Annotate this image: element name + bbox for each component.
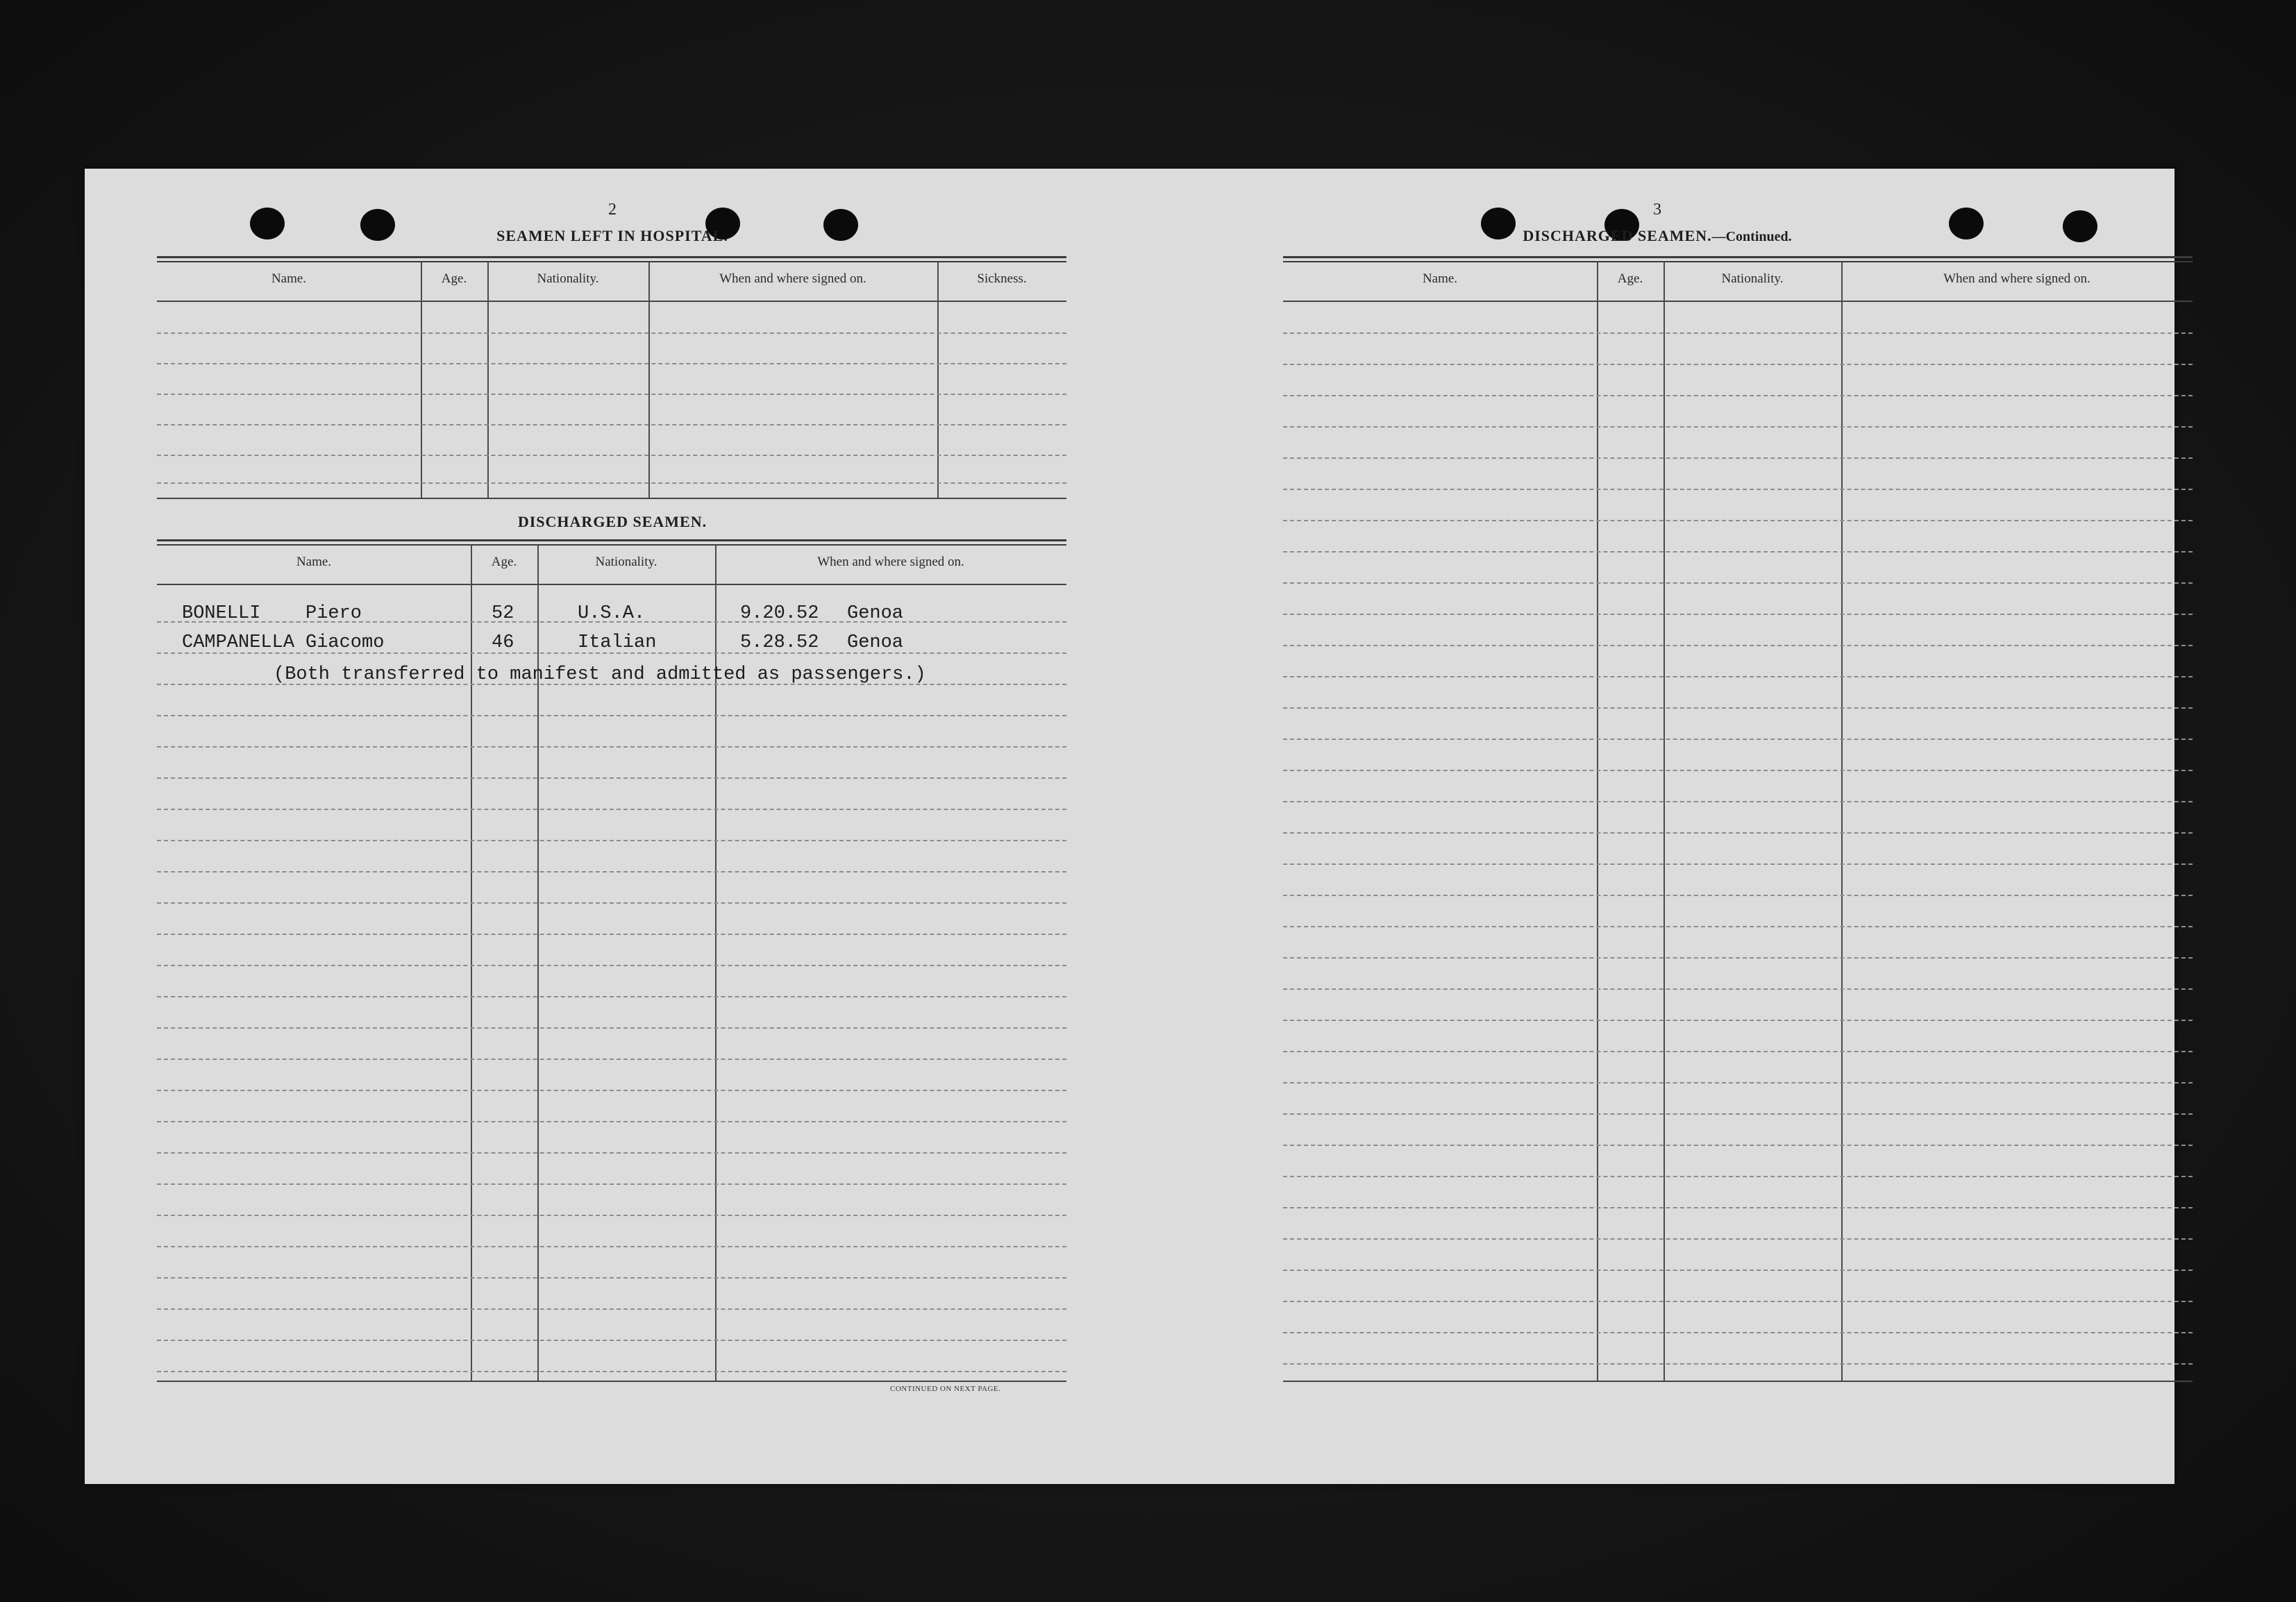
entry-surname: BONELLI [182,603,261,624]
table-bottom-rule [157,1381,1066,1382]
row-line [1283,1082,2193,1084]
row-line [157,1340,1066,1341]
row-line [157,840,1066,841]
row-line [1283,364,2193,365]
row-line [1283,1332,2193,1333]
column-divider [421,262,422,498]
row-line [1283,520,2193,521]
discharged-continued-title [1463,227,1852,245]
row-line [157,1090,1066,1091]
row-line [1283,957,2193,959]
row-line [157,1183,1066,1185]
row-line [1283,770,2193,771]
row-line [1283,614,2193,615]
column-divider [937,262,939,498]
row-line [157,394,1066,395]
row-line [157,455,1066,456]
entry-age: 46 [492,632,514,653]
page-right [1130,169,2175,1484]
row-line [157,777,1066,779]
row-line [157,424,1066,425]
column-divider [1664,262,1665,1381]
row-line [1283,676,2193,677]
row-line [157,1246,1066,1247]
hospital-table [157,256,1066,500]
punch-hole [360,209,395,241]
row-line [157,363,1066,364]
row-line [157,332,1066,334]
row-line [1283,395,2193,396]
column-header-name: Name. [296,555,332,569]
row-line [1283,645,2193,646]
row-line [1283,739,2193,740]
column-header-signed-on: When and where signed on. [719,271,866,286]
row-line [157,1308,1066,1310]
header-rule [1283,301,2193,302]
row-line [157,746,1066,748]
manifest-sheet [85,169,2175,1484]
row-line [157,934,1066,935]
row-line [1283,863,2193,865]
row-line [157,996,1066,997]
row-line [1283,707,2193,709]
row-line [1283,1051,2193,1052]
section-title-main: DISCHARGED SEAMEN. [1523,227,1712,244]
column-header-nationality: Nationality. [595,555,657,569]
entry-signed-date: 9.20.52 [740,603,819,624]
entry-surname: CAMPANELLA [182,632,295,653]
table-top-rule [157,261,1066,262]
row-line [157,1277,1066,1279]
row-line [1283,1238,2193,1240]
column-header-nationality: Nationality. [537,271,599,286]
row-line [1283,1020,2193,1021]
column-header-sickness: Sickness. [977,271,1027,286]
hospital-section-title: SEAMEN LEFT IN HOSPITAL. [496,227,728,244]
entry-given-name: Giacomo [305,632,385,653]
section-title-suffix: —Continued. [1711,229,1792,244]
row-line [1283,457,2193,459]
punch-hole [2063,210,2097,242]
continued-footer: CONTINUED ON NEXT PAGE. [890,1385,1001,1393]
table-top-rule [157,539,1066,541]
row-line [1283,832,2193,834]
column-header-age: Age. [1617,271,1643,286]
row-line [1283,1113,2193,1115]
column-divider [1597,262,1598,1381]
row-line [157,1121,1066,1122]
row-line [157,482,1066,484]
row-line [1283,332,2193,334]
table-bottom-rule [1283,1381,2193,1382]
row-line [157,1027,1066,1029]
row-line [1283,1270,2193,1271]
discharged-continued-table [1283,256,2193,1386]
row-line [157,809,1066,810]
row-line [157,715,1066,716]
page-number: 3 [1653,201,1661,219]
entry-note: (Both transferred to manifest and admitted as passengers.) [274,664,926,685]
row-line [1283,426,2193,428]
entry-nationality: Italian [578,632,657,653]
column-header-age: Age. [491,555,517,569]
row-line [1283,1145,2193,1146]
row-line [157,965,1066,966]
row-line [1283,582,2193,584]
row-line [1283,1301,2193,1302]
column-divider [648,262,650,498]
row-line [1283,551,2193,553]
row-line [157,1059,1066,1060]
header-rule [157,301,1066,302]
punch-hole [250,208,285,239]
row-line [157,871,1066,872]
table-top-rule [157,544,1066,546]
page-number: 2 [608,201,617,219]
table-top-rule [157,256,1066,258]
column-header-signed-on: When and where signed on. [1943,271,2090,286]
discharged-section-title: DISCHARGED SEAMEN. [517,513,707,530]
table-top-rule [1283,261,2193,262]
row-line [1283,926,2193,927]
row-line [1283,1176,2193,1177]
entry-signed-place: Genoa [847,632,904,653]
column-header-name: Name. [271,271,307,286]
column-divider [1841,262,1843,1381]
column-header-age: Age. [441,271,467,286]
entry-signed-place: Genoa [847,603,904,624]
row-line [1283,895,2193,896]
entry-given-name: Piero [305,603,362,624]
column-header-signed-on: When and where signed on. [817,555,964,569]
row-line [157,1215,1066,1216]
row-line [1283,988,2193,990]
table-bottom-rule [157,498,1066,499]
entry-nationality: U.S.A. [578,603,646,624]
row-line [1283,1207,2193,1208]
column-divider [487,262,489,498]
row-line [157,1371,1066,1372]
punch-hole [823,209,858,241]
punch-hole [1949,208,1984,239]
entry-age: 52 [492,603,514,624]
row-line [157,902,1066,904]
table-top-rule [1283,256,2193,258]
row-line [1283,489,2193,490]
entry-signed-date: 5.28.52 [740,632,819,653]
row-line [1283,1363,2193,1365]
header-rule [157,584,1066,585]
row-line [1283,801,2193,802]
page-left [85,169,1130,1484]
row-line [157,1152,1066,1154]
column-header-name: Name. [1422,271,1458,286]
column-header-nationality: Nationality. [1721,271,1784,286]
